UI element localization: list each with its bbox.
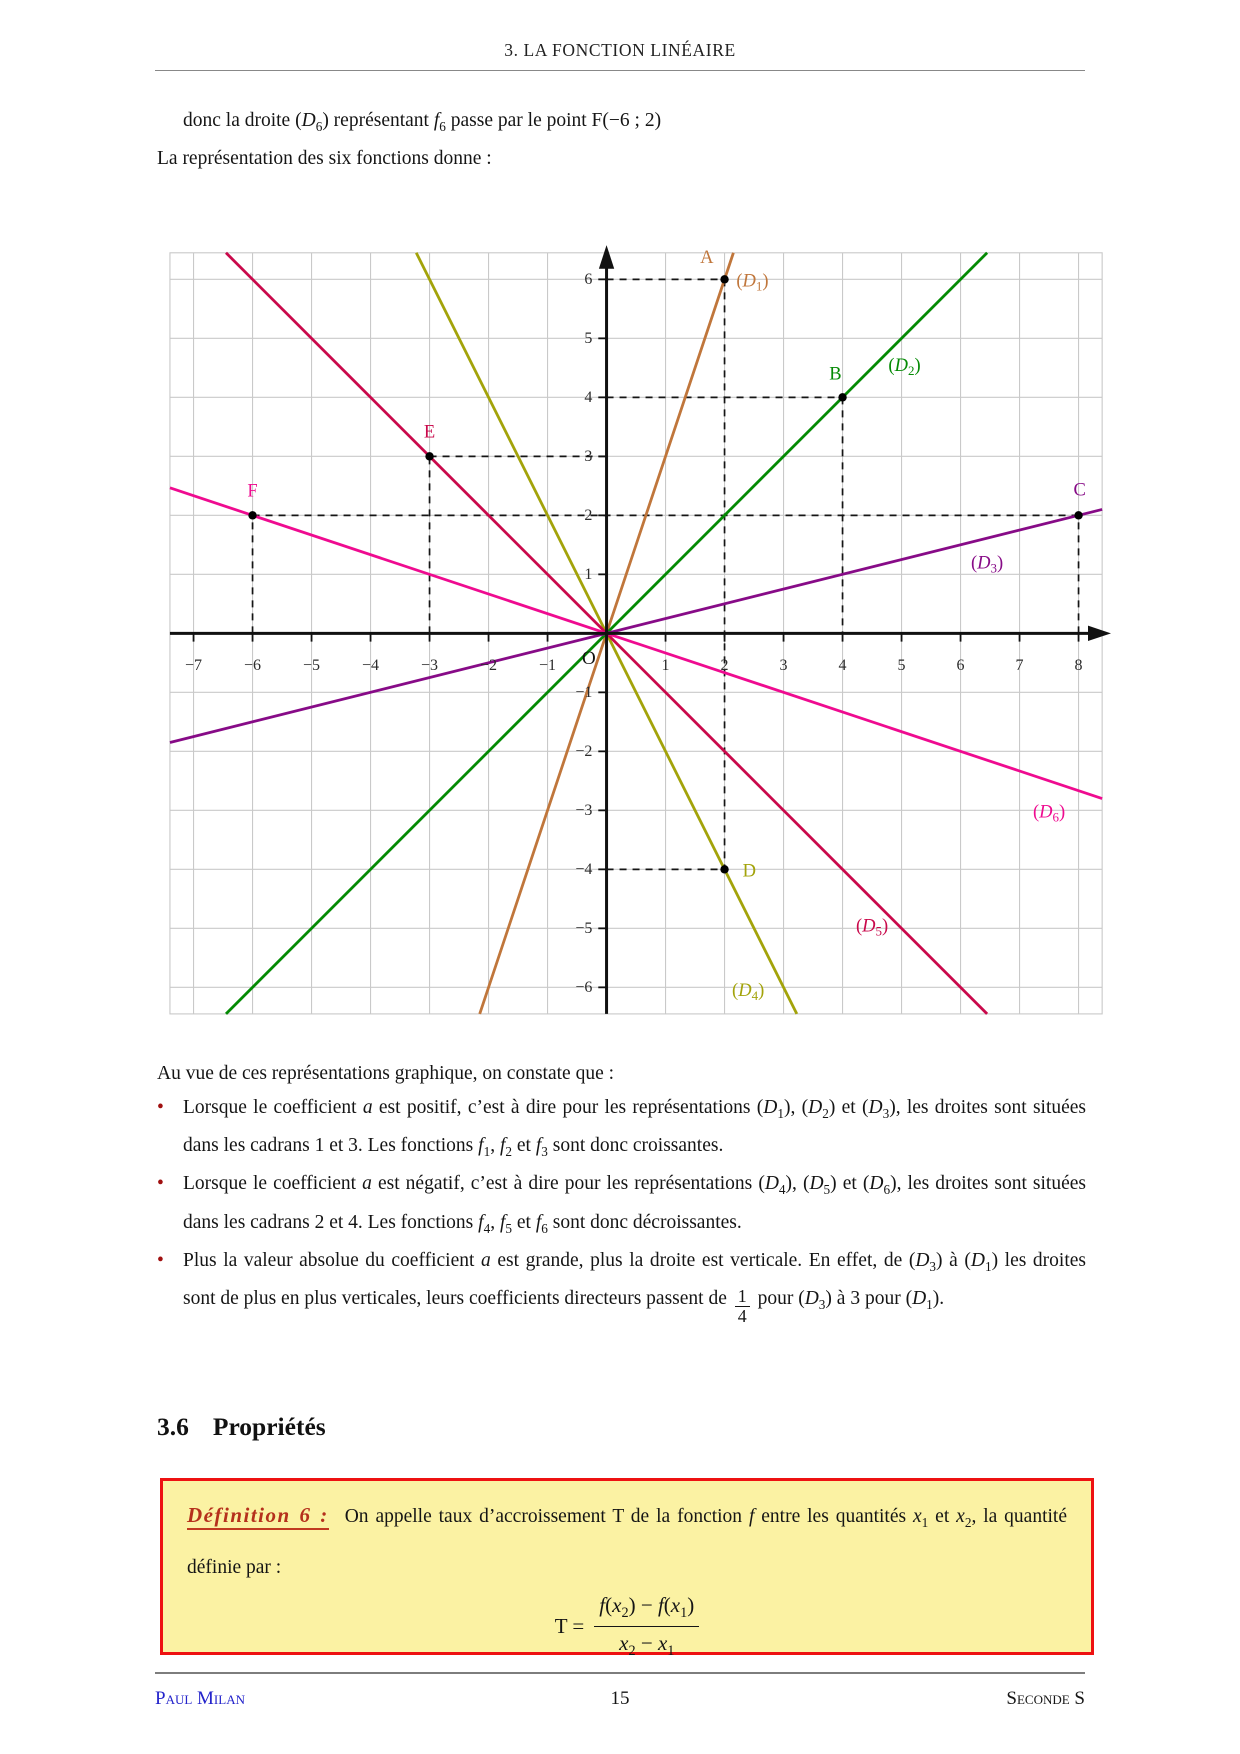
- y-tick-label: 3: [584, 447, 593, 465]
- x-tick-label: 6: [956, 656, 965, 674]
- label-D4: $(D_4)$: [732, 981, 765, 1004]
- x-tick-label: 4: [838, 656, 847, 674]
- y-tick-label: 5: [584, 329, 593, 347]
- bullet-item: [157, 1245, 1086, 1327]
- point-label-C: C: [1073, 480, 1086, 501]
- y-tick-label: 4: [584, 388, 593, 406]
- footer: [155, 1688, 1085, 1710]
- x-tick-label: −2: [480, 656, 498, 674]
- y-tick-label: −3: [575, 801, 593, 819]
- definition-paragraph: [187, 1493, 1067, 1590]
- footer-level: Seconde S: [1006, 1688, 1085, 1709]
- y-tick-label: 6: [584, 270, 593, 288]
- x-tick-label: 1: [661, 656, 670, 674]
- point-B: [838, 393, 846, 401]
- y-tick-label: −5: [575, 919, 593, 937]
- x-axis-arrow: [1088, 626, 1111, 641]
- label-D3: $(D_3)$: [970, 553, 1004, 576]
- x-tick-label: 3: [779, 656, 788, 674]
- y-tick-label: −1: [575, 683, 593, 701]
- section-title: Propriétés: [212, 1412, 326, 1441]
- point-E: [425, 452, 433, 460]
- formula-fraction: [594, 1592, 699, 1661]
- definition-formula: [187, 1592, 1067, 1661]
- point-A: [720, 275, 728, 283]
- formula-lhs: T =: [554, 1613, 585, 1638]
- x-tick-label: 7: [1015, 656, 1024, 674]
- formula-numerator: $f(x_2) - f(x_1)$: [594, 1592, 699, 1627]
- line-D6: [170, 488, 1102, 799]
- y-axis-arrow: [599, 245, 614, 269]
- observations: [157, 1058, 1086, 1327]
- x-tick-label: 2: [720, 656, 729, 674]
- footer-rule: [155, 1672, 1085, 1674]
- bullet-marker: •: [157, 1250, 164, 1272]
- x-tick-label: −1: [539, 656, 557, 674]
- intro-line-2: La représentation des six fonctions donne :: [157, 148, 492, 169]
- point-F: [248, 511, 256, 519]
- point-C: [1074, 511, 1082, 519]
- label-D1: $(D_1)$: [736, 271, 769, 294]
- bullet-text: Lorsque le coefficient a est positif, c’est à dire pour les représentations $(D_1)$, $(D_2)$ et $(D_3)$, les droites sont situées dans les cadrans 1 et 3. Les fonctions $f_1$, $f_2$ et $f_3$ sont donc croissantes.: [183, 1096, 1087, 1159]
- page-title: 3. LA FONCTION LINÉAIRE: [504, 40, 736, 60]
- y-tick-label: 1: [584, 565, 593, 583]
- formula-denominator: $x_2 - x_1$: [619, 1630, 675, 1660]
- definition-label: Définition 6 :: [187, 1503, 329, 1530]
- y-tick-label: 2: [584, 506, 593, 524]
- y-tick-label: −2: [575, 742, 593, 760]
- point-label-D: D: [742, 861, 757, 882]
- intro-line-1: donc la droite $(D_6)$ représentant $f_6$ passe par le point F(−6 ; 2): [183, 110, 662, 134]
- bullet-item: [157, 1092, 1086, 1169]
- bullet-item: [157, 1168, 1086, 1245]
- y-tick-label: −4: [575, 860, 593, 878]
- bullet-text: Plus la valeur absolue du coefficient a est grande, plus la droite est verticale. En effet, de $(D_3)$ à $(D_1)$ les droites sont de plus en plus verticales, leurs coefficients directeurs passent de $\frac{1}{4}$ pour $(D_3)$ à 3 pour $(D_1)$.: [183, 1250, 1086, 1327]
- x-tick-label: −4: [362, 656, 380, 674]
- observations-lead: Au vue de ces représentations graphique, on constate que :: [157, 1063, 615, 1084]
- label-D6: $(D_6)$: [1032, 802, 1066, 825]
- bullet-text: Lorsque le coefficient a est négatif, c’est à dire pour les représentations $(D_4)$, $(D_5)$ et $(D_6)$, les droites sont situées dans les cadrans 2 et 4. Les fonctions $f_4$, $f_5$ et $f_6$ sont donc décroissantes.: [183, 1173, 1086, 1236]
- x-tick-label: −5: [303, 656, 321, 674]
- label-D2: $(D_2)$: [888, 355, 921, 378]
- point-label-A: A: [700, 247, 714, 268]
- definition-box: [160, 1478, 1094, 1660]
- x-tick-label: 5: [897, 656, 906, 674]
- x-tick-label: −7: [185, 656, 203, 674]
- x-tick-label: −6: [244, 656, 262, 674]
- label-D5: $(D_5)$: [855, 916, 889, 939]
- function-graph: [167, 241, 1123, 1017]
- bullet-marker: •: [157, 1096, 164, 1118]
- section-number: 3.6: [157, 1412, 189, 1441]
- definition-text: On appelle taux d’accroissement T de la fonction f entre les quantités $x_1$ et $x_2$, la quantité définie par :: [187, 1506, 1067, 1578]
- footer-author: Paul Milan: [155, 1688, 245, 1709]
- point-label-B: B: [829, 364, 842, 385]
- origin-label: O: [581, 648, 596, 670]
- y-tick-label: −6: [575, 978, 593, 996]
- x-tick-label: 8: [1074, 656, 1083, 674]
- section-heading: [157, 1412, 326, 1442]
- footer-page-number: 15: [610, 1688, 630, 1709]
- point-label-F: F: [247, 481, 258, 502]
- point-label-E: E: [423, 422, 436, 443]
- point-D: [720, 865, 728, 873]
- bullet-marker: •: [157, 1173, 164, 1195]
- x-tick-label: −3: [421, 656, 439, 674]
- header-rule: [155, 70, 1085, 71]
